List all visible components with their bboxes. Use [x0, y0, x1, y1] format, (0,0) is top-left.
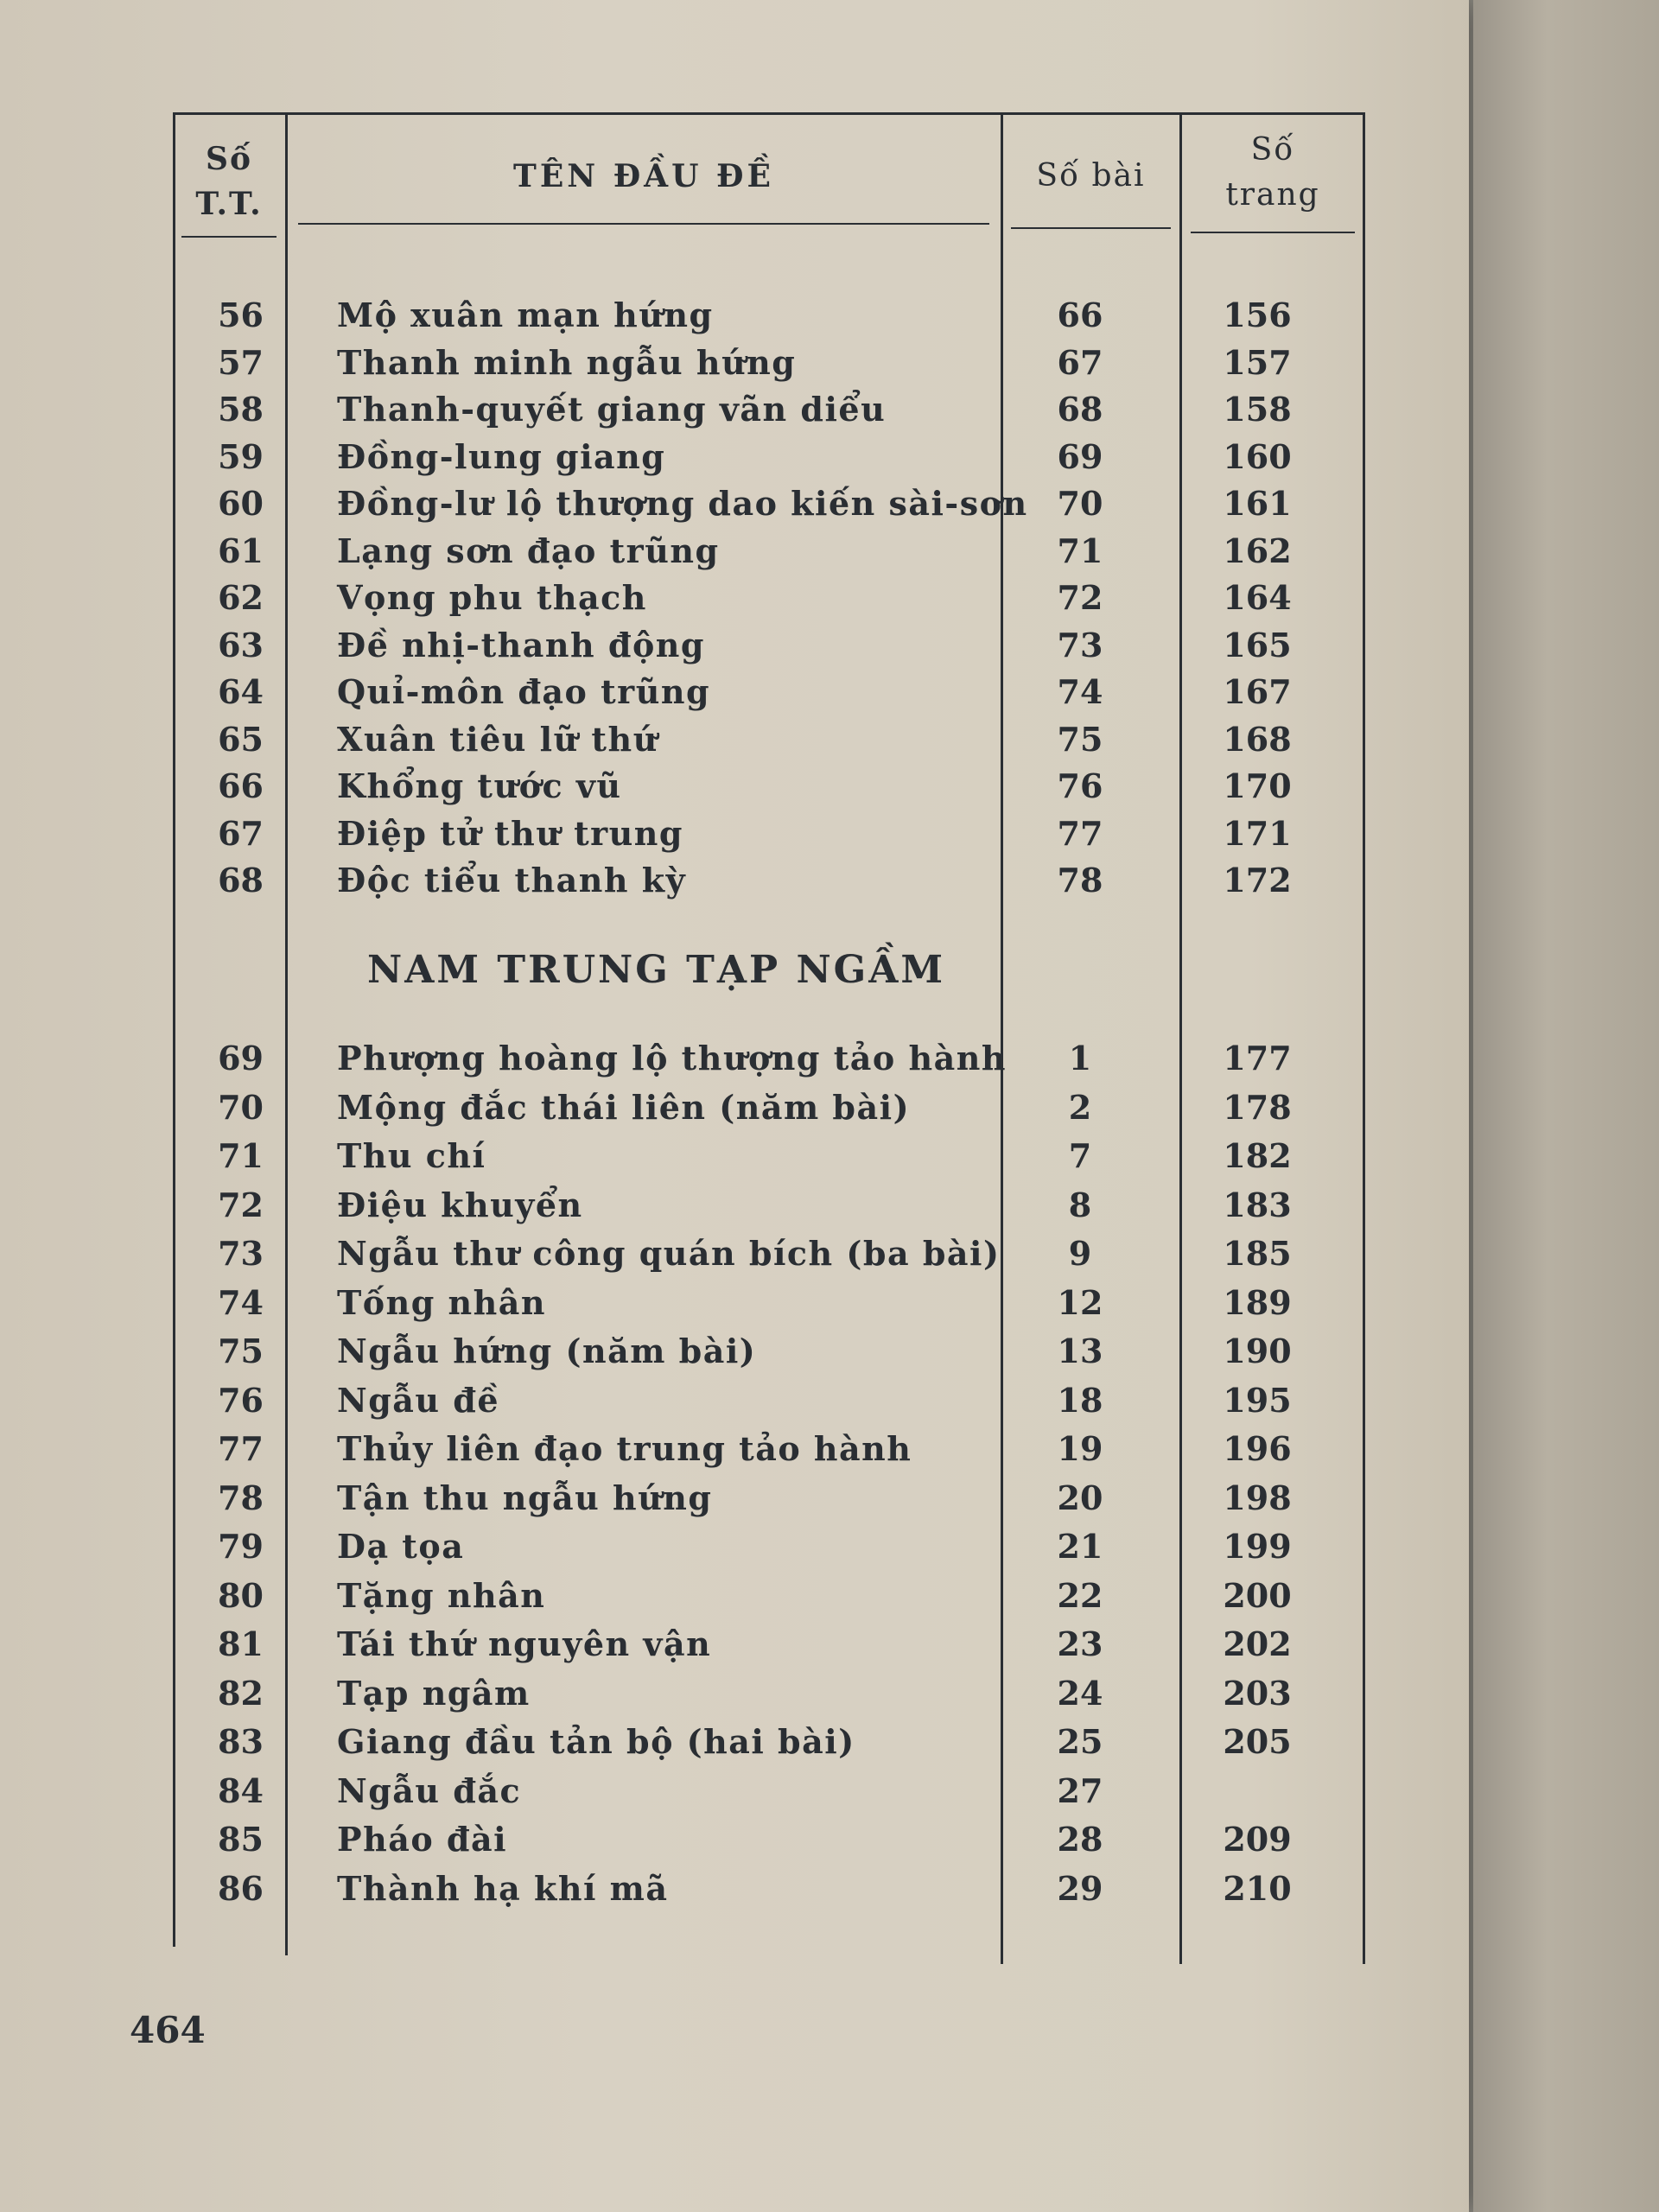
row-poem-count: 67 — [1057, 342, 1103, 382]
row-poem-count: 72 — [1057, 578, 1103, 617]
row-page-number: 161 — [1223, 484, 1292, 523]
row-number: 79 — [218, 1527, 264, 1566]
header-page — [1182, 128, 1363, 218]
row-title: Giang đầu tản bộ (hai bài) — [337, 1722, 855, 1761]
row-number: 78 — [218, 1478, 264, 1517]
row-poem-count: 23 — [1057, 1624, 1103, 1663]
row-number: 81 — [218, 1624, 264, 1663]
row-page-number: 162 — [1223, 531, 1292, 570]
row-poem-count: 73 — [1057, 625, 1103, 664]
row-poem-count: 71 — [1057, 531, 1103, 570]
table-row — [173, 434, 1365, 480]
table-row — [173, 1768, 1365, 1815]
row-page-number: 189 — [1223, 1282, 1292, 1322]
row-title: Độc tiểu thanh kỳ — [337, 861, 687, 899]
table-row — [173, 1230, 1365, 1277]
row-number: 70 — [218, 1087, 264, 1127]
row-page-number: 199 — [1223, 1527, 1292, 1566]
table-row — [173, 763, 1365, 810]
row-number: 74 — [218, 1282, 264, 1322]
row-number: 57 — [218, 342, 264, 382]
row-title: Dạ tọa — [337, 1527, 465, 1566]
table-row — [173, 575, 1365, 621]
header-number-line1: Số — [205, 141, 252, 177]
row-number: 65 — [218, 719, 264, 759]
row-number: 75 — [218, 1332, 264, 1370]
row-title: Mộ xuân mạn hứng — [337, 296, 714, 334]
row-number: 85 — [218, 1820, 264, 1859]
row-page-number: 158 — [1223, 390, 1292, 429]
row-number: 60 — [218, 484, 264, 523]
table-row — [173, 386, 1365, 433]
row-page-number: 178 — [1223, 1087, 1292, 1127]
table-row — [173, 1475, 1365, 1522]
row-title: Phượng hoàng lộ thượng tảo hành — [337, 1039, 1007, 1077]
row-page-number: 210 — [1223, 1868, 1292, 1908]
row-poem-count: 28 — [1057, 1820, 1103, 1859]
row-title: Ngẫu đắc — [337, 1770, 522, 1810]
table-row — [173, 622, 1365, 669]
row-title: Điệp tử thư trung — [337, 813, 683, 853]
row-number: 62 — [218, 578, 264, 617]
row-page-number: 182 — [1223, 1136, 1292, 1175]
row-poem-count: 74 — [1057, 672, 1103, 711]
table-row — [173, 1866, 1365, 1912]
row-number: 56 — [218, 296, 264, 334]
header-underline — [181, 236, 276, 238]
header-underline — [1011, 227, 1171, 229]
row-title: Lạng sơn đạo trũng — [337, 531, 720, 570]
row-page-number: 164 — [1223, 578, 1292, 617]
row-title: Quỉ-môn đạo trũng — [337, 672, 711, 711]
header-page-line2: trang — [1225, 177, 1320, 213]
row-poem-count: 24 — [1057, 1673, 1103, 1713]
row-page-number: 160 — [1223, 436, 1292, 476]
table-row — [173, 1573, 1365, 1619]
table-row — [173, 1426, 1365, 1472]
row-title: Đề nhị-thanh động — [337, 625, 705, 664]
row-number: 71 — [218, 1136, 264, 1175]
row-number: 76 — [218, 1380, 264, 1420]
toc-table — [173, 112, 1365, 1955]
row-number: 82 — [218, 1673, 264, 1713]
table-row — [173, 340, 1365, 386]
row-title: Tái thứ nguyên vận — [337, 1624, 712, 1663]
row-title: Tống nhân — [337, 1282, 547, 1322]
table-row — [173, 810, 1365, 857]
header-underline — [1191, 232, 1355, 233]
table-row — [173, 1621, 1365, 1668]
table-row — [173, 1133, 1365, 1179]
row-poem-count: 69 — [1057, 436, 1103, 476]
row-poem-count: 78 — [1057, 861, 1103, 899]
table-row — [173, 1280, 1365, 1326]
row-number: 83 — [218, 1722, 264, 1761]
table-row — [173, 528, 1365, 575]
row-poem-count: 29 — [1057, 1868, 1103, 1908]
row-number: 73 — [218, 1234, 264, 1273]
table-row — [173, 1328, 1365, 1375]
row-number: 80 — [218, 1575, 264, 1615]
row-number: 67 — [218, 813, 264, 853]
row-page-number: 202 — [1223, 1624, 1292, 1663]
row-poem-count: 20 — [1057, 1478, 1103, 1517]
row-page-number: 195 — [1223, 1380, 1292, 1420]
row-title: Xuân tiêu lữ thứ — [337, 719, 658, 759]
row-title: Điệu khuyển — [337, 1185, 583, 1224]
row-number: 63 — [218, 625, 264, 664]
row-poem-count: 75 — [1057, 719, 1103, 759]
row-title: Ngẫu hứng (năm bài) — [337, 1332, 757, 1370]
row-poem-count: 2 — [1068, 1087, 1092, 1127]
row-number: 86 — [218, 1868, 264, 1908]
row-page-number: 185 — [1223, 1234, 1292, 1273]
row-poem-count: 70 — [1057, 484, 1103, 523]
row-number: 64 — [218, 672, 264, 711]
row-number: 68 — [218, 861, 264, 899]
row-poem-count: 77 — [1057, 813, 1103, 853]
row-page-number: 171 — [1223, 813, 1292, 853]
row-page-number: 205 — [1223, 1722, 1292, 1761]
row-title: Tặng nhân — [337, 1575, 546, 1615]
adjacent-page-edge — [1473, 0, 1659, 2212]
header-number-line2: T.T. — [195, 186, 263, 222]
row-number: 69 — [218, 1039, 264, 1077]
table-row — [173, 669, 1365, 715]
header-underline — [298, 223, 989, 225]
row-poem-count: 76 — [1057, 766, 1103, 805]
row-page-number: 198 — [1223, 1478, 1292, 1517]
row-title: Ngẫu đề — [337, 1380, 500, 1420]
row-page-number: 203 — [1223, 1673, 1292, 1713]
row-title: Mộng đắc thái liên (năm bài) — [337, 1087, 911, 1127]
table-row — [173, 1670, 1365, 1717]
row-poem-count: 27 — [1057, 1770, 1103, 1810]
row-number: 58 — [218, 390, 264, 429]
row-number: 59 — [218, 436, 264, 476]
row-poem-count: 18 — [1057, 1380, 1103, 1420]
table-row — [173, 1035, 1365, 1082]
row-title: Pháo đài — [337, 1820, 508, 1859]
row-poem-count: 19 — [1057, 1429, 1103, 1468]
row-page-number: 183 — [1223, 1185, 1292, 1224]
header-poem-count: Số bài — [1036, 158, 1146, 194]
row-title: Thu chí — [337, 1136, 486, 1175]
row-title: Đồng-lung giang — [337, 436, 666, 476]
row-poem-count: 7 — [1068, 1136, 1092, 1175]
row-poem-count: 13 — [1057, 1332, 1103, 1370]
row-number: 72 — [218, 1185, 264, 1224]
row-page-number: 167 — [1223, 672, 1292, 711]
row-poem-count: 66 — [1057, 296, 1103, 334]
row-title: Tạp ngâm — [337, 1673, 531, 1713]
header-number — [177, 137, 281, 226]
table-row — [173, 1719, 1365, 1765]
row-title: Thanh minh ngẫu hứng — [337, 342, 797, 382]
table-row — [173, 1523, 1365, 1570]
table-row — [173, 1084, 1365, 1131]
header-page-line1: Số — [1250, 132, 1295, 168]
row-title: Tận thu ngẫu hứng — [337, 1478, 713, 1517]
row-poem-count: 22 — [1057, 1575, 1103, 1615]
row-number: 61 — [218, 531, 264, 570]
row-title: Vọng phu thạch — [337, 578, 647, 617]
page-number: 464 — [130, 2009, 206, 2051]
row-title: Ngẫu thư công quán bích (ba bài) — [337, 1234, 1001, 1273]
row-title: Khổng tước vũ — [337, 766, 622, 805]
row-title: Thanh-quyết giang vãn diểu — [337, 390, 887, 429]
row-number: 66 — [218, 766, 264, 805]
row-poem-count: 21 — [1057, 1527, 1103, 1566]
row-poem-count: 9 — [1068, 1234, 1092, 1273]
table-row — [173, 716, 1365, 763]
row-poem-count: 25 — [1057, 1722, 1103, 1761]
row-title: Thủy liên đạo trung tảo hành — [337, 1429, 912, 1468]
row-page-number: 172 — [1223, 861, 1292, 899]
row-page-number: 156 — [1223, 296, 1292, 334]
table-row — [173, 1816, 1365, 1863]
table-row — [173, 1182, 1365, 1229]
table-row — [173, 1377, 1365, 1424]
row-poem-count: 1 — [1068, 1039, 1092, 1077]
row-page-number: 190 — [1223, 1332, 1292, 1370]
row-page-number: 165 — [1223, 625, 1292, 664]
row-page-number: 170 — [1223, 766, 1292, 805]
row-page-number: 168 — [1223, 719, 1292, 759]
table-row — [173, 857, 1365, 904]
row-poem-count: 12 — [1057, 1282, 1103, 1322]
table-row — [173, 292, 1365, 339]
row-page-number: 177 — [1223, 1039, 1292, 1077]
row-page-number: 196 — [1223, 1429, 1292, 1468]
table-row — [173, 480, 1365, 527]
row-page-number: 157 — [1223, 342, 1292, 382]
row-number: 77 — [218, 1429, 264, 1468]
row-title: Thành hạ khí mã — [337, 1868, 669, 1908]
section-title: NAM TRUNG TẠP NGẦM — [367, 948, 946, 992]
row-poem-count: 8 — [1068, 1185, 1092, 1224]
header-title: TÊN ĐẦU ĐỀ — [513, 158, 774, 194]
row-page-number: 209 — [1223, 1820, 1292, 1859]
row-number: 84 — [218, 1770, 264, 1810]
row-page-number: 200 — [1223, 1575, 1292, 1615]
row-title: Đồng-lư lộ thượng dao kiến sài-sơn — [337, 484, 1028, 523]
row-poem-count: 68 — [1057, 390, 1103, 429]
